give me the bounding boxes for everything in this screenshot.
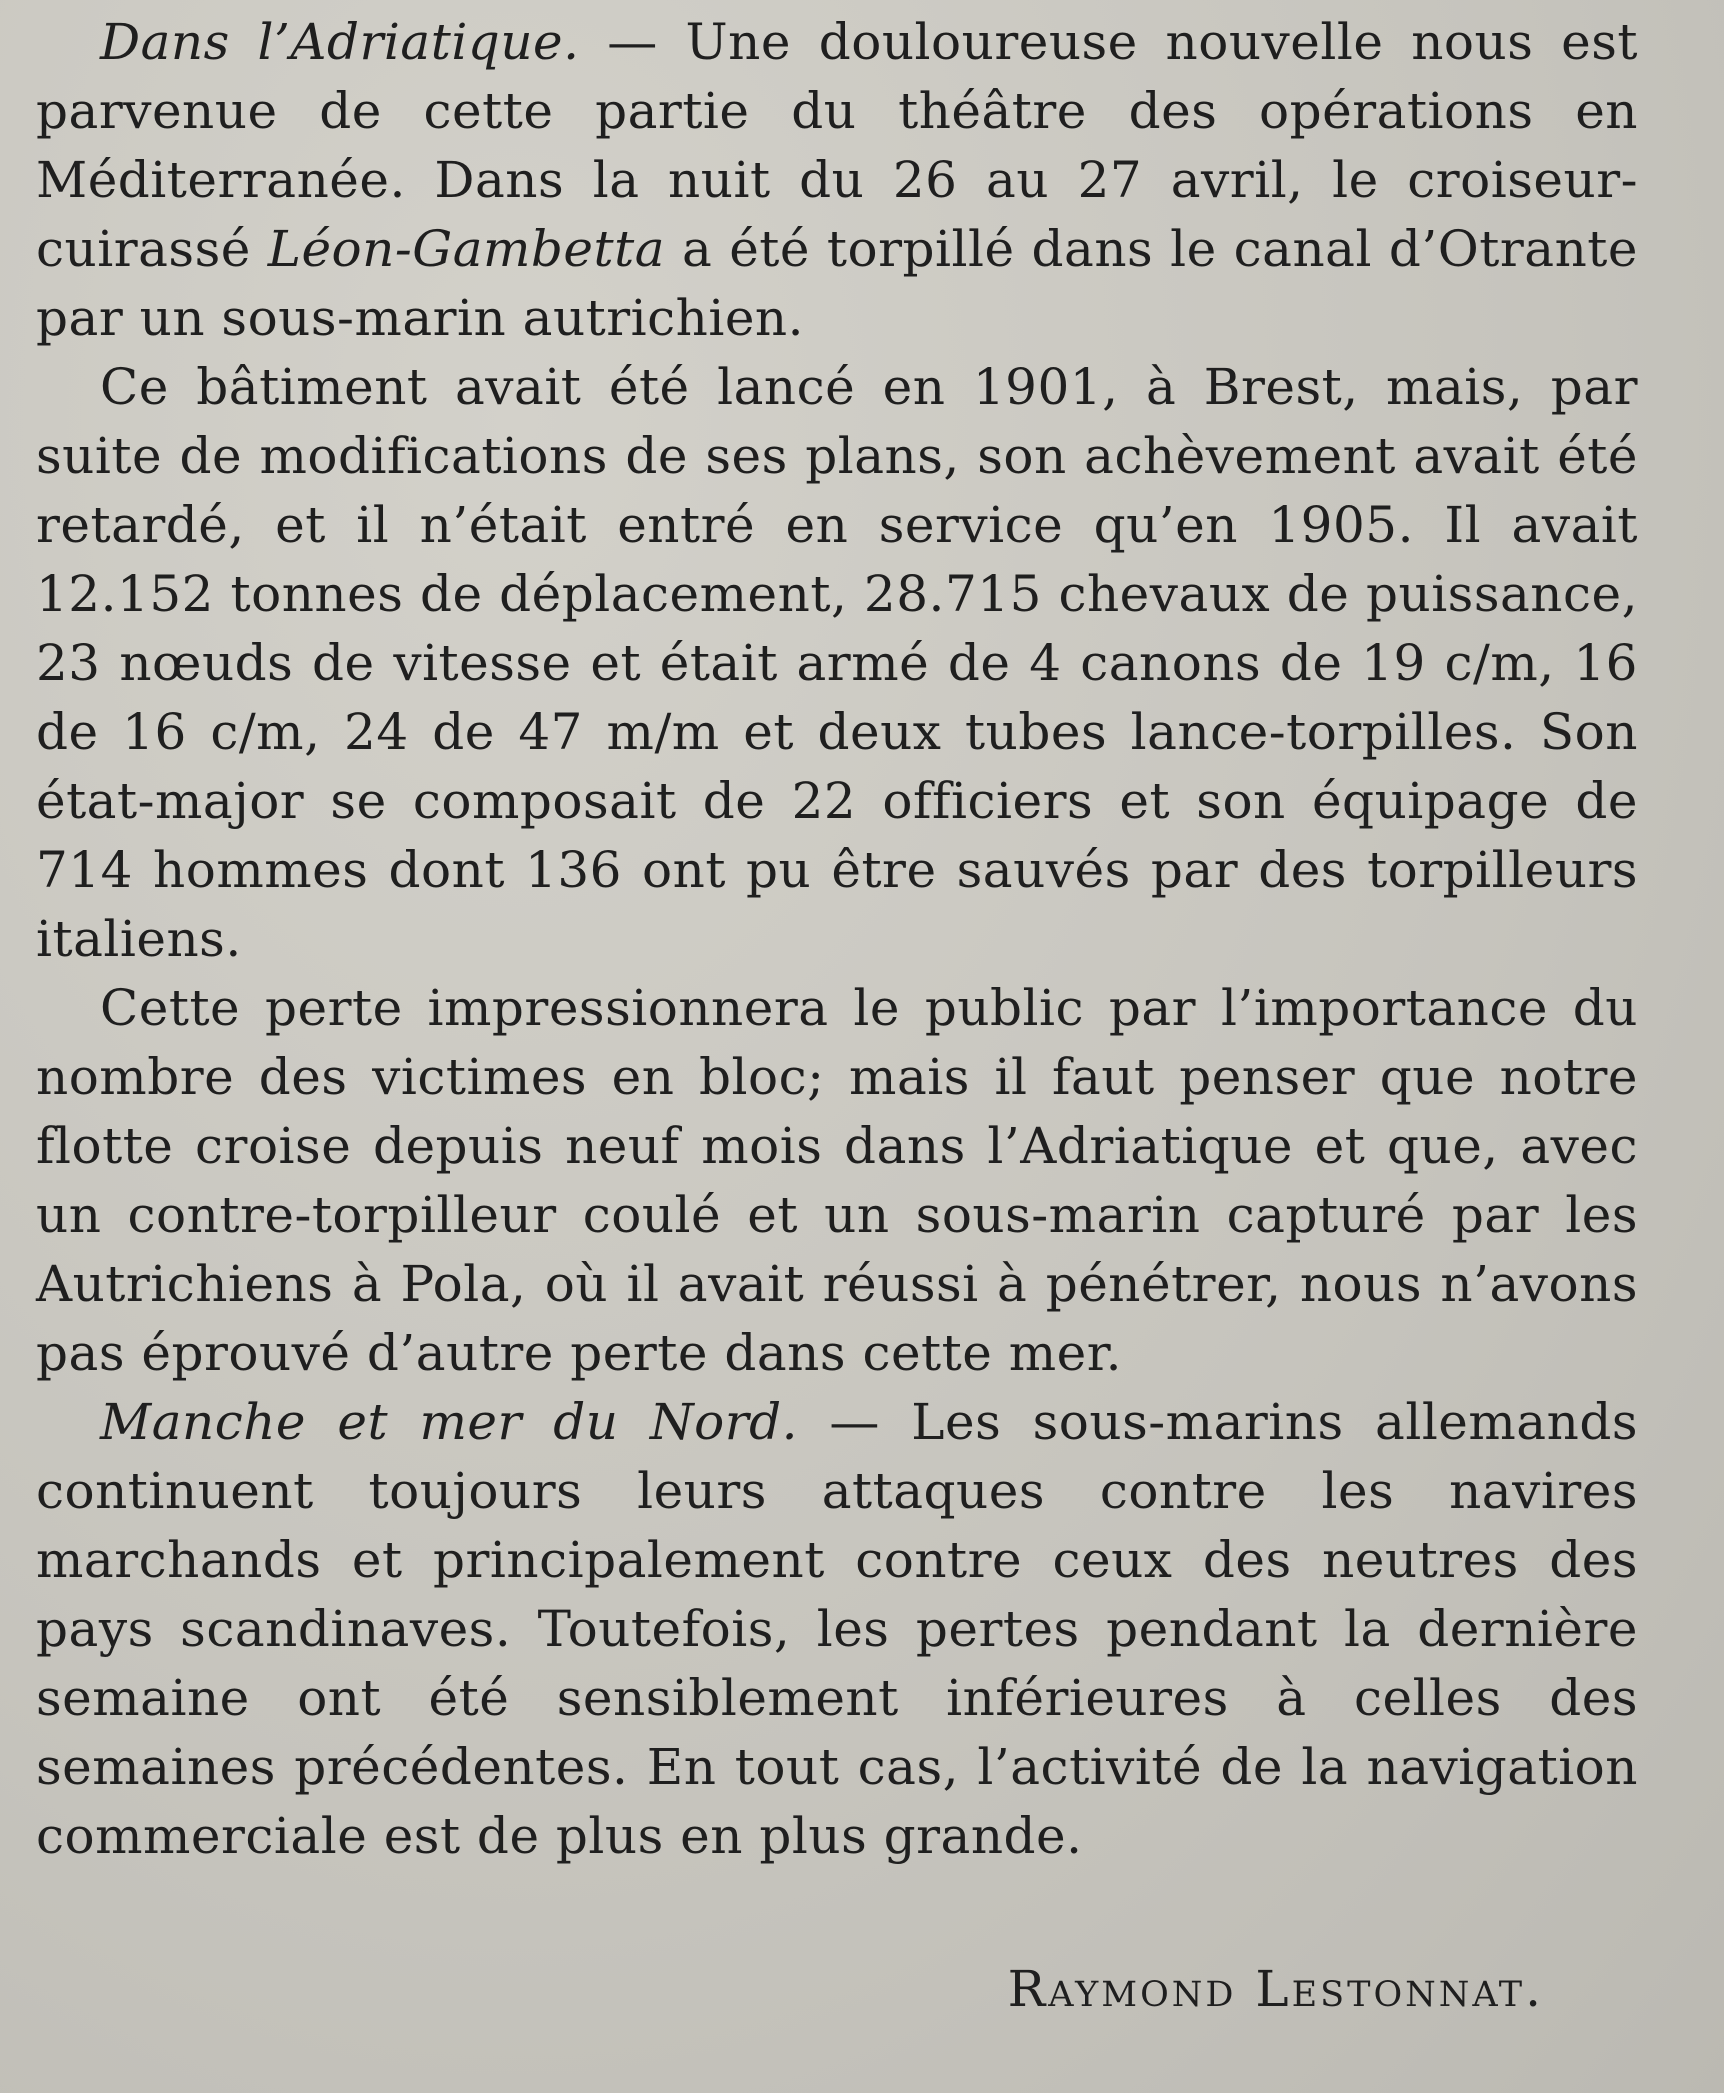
paragraph-text: Une douloureuse nouvelle nous est parvenue de cette partie du théâtre des opérations en Méditerranée. Dans la nuit du 26 au 27 avril, le croiseur-cuirassé <box>36 13 1638 278</box>
unit-millimetre: m/m <box>606 703 720 761</box>
author-signature: Raymond Lestonnat. <box>1007 1960 1544 2018</box>
paragraph-text: Les sous-marins allemands continuent toujours leurs attaques contre les navires marchands et principalement contre ceux des neutres des pays scandinaves. Toutefois, les pertes pendant la dernière semaine ont été sensiblement inférieures à celles des semaines précédentes. En tout cas, l’activité de la navigation commerciale est de plus en plus grande. <box>36 1393 1638 1865</box>
ship-name: Léon-Gambetta <box>267 220 666 278</box>
paragraph-ship-details <box>36 353 1638 974</box>
paragraph-text: Cette perte impressionnera le public par l’importance du nombre des victimes en bloc; mais il faut penser que notre flotte croise depuis neuf mois dans l’Adriatique et que, avec un contre-torpilleur coulé et un sous-marin capturé par les Autrichiens à Pola, où il avait réussi à pénétrer, nous n’avons pas éprouvé d’autre perte dans cette mer. <box>36 979 1638 1382</box>
paragraph-text: , 16 de 16 <box>36 634 1638 761</box>
paragraph-adriatique <box>36 8 1638 353</box>
paragraph-text: , 24 de 47 <box>304 703 607 761</box>
section-heading-manche: Manche et mer du Nord. <box>100 1393 799 1451</box>
section-heading-adriatique: Dans l’Adriatique. <box>100 13 580 71</box>
unit-centimetre: c/m <box>210 703 305 761</box>
paragraph-text: Ce bâtiment avait été lancé en 1901, à Brest, mais, par suite de modifications de ses plans, son achèvement avait été retardé, et il n’était entré en service qu’en 1905. Il avait 12.152 tonnes de déplacement, 28.715 chevaux de puissance, 23 nœuds de vitesse et était armé de 4 canons de 19 <box>36 358 1638 692</box>
paragraph-text: et deux tubes lance-torpilles. Son état-major se composait de 22 officiers et son équipage de 714 hommes dont 136 ont pu être sauvés par des torpilleurs italiens. <box>36 703 1638 968</box>
paragraph-text: a été torpillé dans le canal d’Otrante par un sous-marin autrichien. <box>36 220 1638 347</box>
article-body <box>36 8 1638 1871</box>
paragraph-public-impression <box>36 974 1638 1388</box>
heading-dash: — <box>579 13 686 71</box>
paragraph-manche-nord <box>36 1388 1638 1871</box>
heading-dash: — <box>798 1393 912 1451</box>
unit-centimetre: c/m <box>1444 634 1539 692</box>
